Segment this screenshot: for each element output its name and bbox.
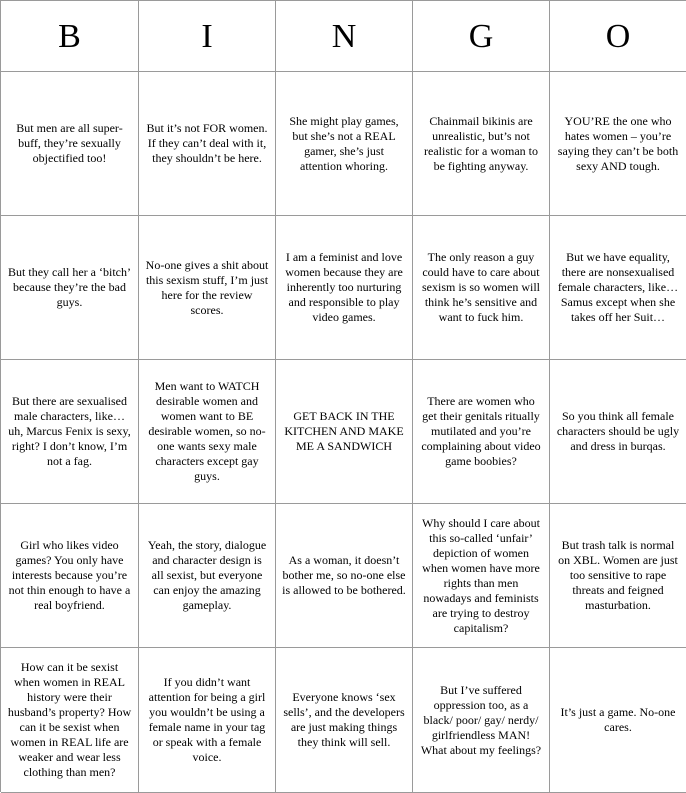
bingo-square[interactable] [139,360,276,504]
square-text: Yeah, the story, dialogue and character design is all sexist, but everyone can enjoy the amazing gameplay. [147,538,267,612]
bingo-square[interactable] [413,216,550,360]
bingo-square[interactable] [413,648,550,793]
bingo-square[interactable] [276,504,413,648]
square-text: GET BACK IN THE KITCHEN AND MAKE ME A SANDWICH [284,409,404,453]
square-text: But we have equality, there are nonsexualised female characters, like… Samus except when she takes off her Suit… [557,250,679,324]
bingo-square[interactable] [550,360,686,504]
square-text: But it’s not FOR women. If they can’t deal with it, they shouldn’t be here. [146,121,268,165]
square-text: There are women who get their genitals ritually mutilated and you’re complaining about video game boobies? [421,394,541,468]
square-text: Everyone knows ‘sex sells’, and the developers are just making things they think will sell. [283,690,405,749]
header-letter-n: N [276,1,413,72]
bingo-square[interactable] [1,360,139,504]
square-text: YOU’RE the one who hates women – you’re saying they can’t be both sexy AND tough. [557,113,679,173]
square-text: Why should I care about this so-called ‘unfair’ depiction of women when women have more rights than men nowadays and feminists are trying to destroy capitalism? [422,515,540,635]
bingo-square[interactable] [1,216,139,360]
square-text: Girl who likes video games? You only have interests because you’re not thin enough to have a real boyfriend. [8,538,131,612]
square-text: But trash talk is normal on XBL. Women are just too sensitive to rape threats and feigned masturbation. [558,538,678,612]
square-text: It’s just a game. No-one cares. [560,705,676,734]
bingo-square[interactable] [1,504,139,648]
bingo-square[interactable] [413,504,550,648]
bingo-square[interactable] [139,648,276,793]
square-text: How can it be sexist when women in REAL history were their husband’s property? How can it be sexist when women in REAL life are weaker and wear less clothing than men? [7,660,132,779]
bingo-square[interactable] [276,216,413,360]
bingo-square[interactable] [139,504,276,648]
header-letter-b: B [1,1,139,72]
square-text: But they call her a ‘bitch’ because they’re the bad guys. [8,265,131,309]
bingo-square[interactable] [413,360,550,504]
bingo-square[interactable] [550,648,686,793]
square-text: She might play games, but she’s not a REAL gamer, she’s just attention whoring. [289,113,399,173]
bingo-square[interactable] [139,72,276,216]
bingo-square[interactable] [1,648,139,793]
square-text: As a woman, it doesn’t bother me, so no-one else is allowed to be bothered. [282,553,406,597]
square-text: No-one gives a shit about this sexism stuff, I’m just here for the review scores. [145,257,269,317]
bingo-square[interactable] [550,72,686,216]
bingo-square[interactable] [276,360,413,504]
bingo-square[interactable] [550,504,686,648]
square-text: The only reason a guy could have to care about sexism is so women will think he’s sensitive and want to fuck him. [421,250,540,324]
square-text: So you think all female characters should be ugly and dress in burqas. [556,409,680,453]
square-text: But men are all super-buff, they’re sexually objectified too! [16,121,123,165]
square-text: Chainmail bikinis are unrealistic, but’s not realistic for a woman to be fighting anyway. [424,113,538,173]
header-letter-g: G [413,1,550,72]
square-text: But there are sexualised male characters, like… uh, Marcus Fenix is sexy, right? I don’t know, I’m not a fag. [8,394,131,468]
square-text: But I’ve suffered oppression too, as a black/ poor/ gay/ nerdy/ girlfriendless MAN! What about my feelings? [420,682,542,757]
header-letter-o: O [550,1,686,72]
square-text: I am a feminist and love women because they are inherently too nurturing and responsible to play video games. [285,250,403,324]
bingo-square[interactable] [276,72,413,216]
square-text: Men want to WATCH desirable women and women want to BE desirable women, so no-one wants sexy male characters except gay guys. [148,379,266,483]
header-letter-i: I [139,1,276,72]
bingo-square[interactable] [550,216,686,360]
bingo-square[interactable] [276,648,413,793]
bingo-square[interactable] [139,216,276,360]
bingo-square[interactable] [413,72,550,216]
bingo-square[interactable] [1,72,139,216]
square-text: If you didn’t want attention for being a girl you wouldn’t be using a female name in your tag or speak with a female voice. [148,675,266,764]
